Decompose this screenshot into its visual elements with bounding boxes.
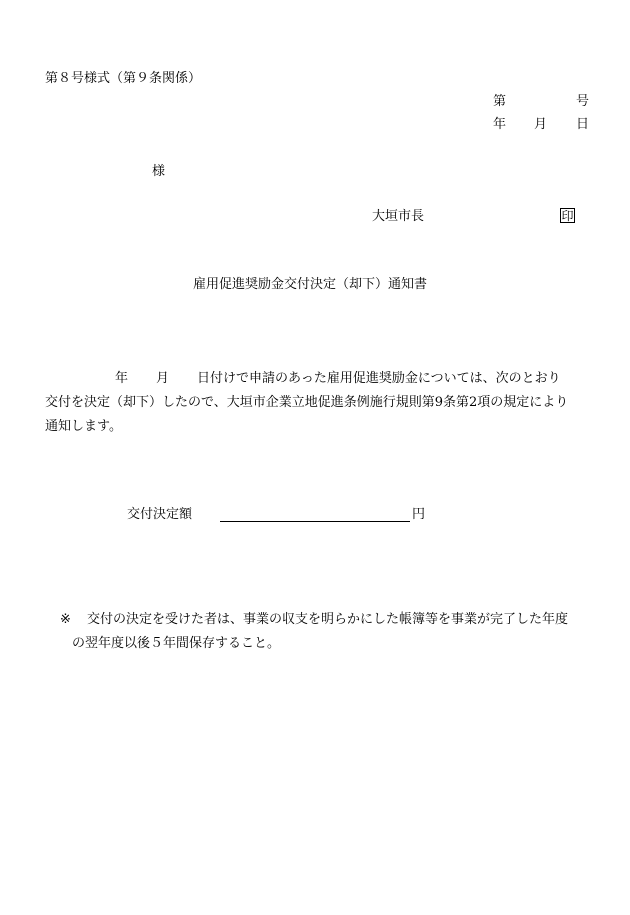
note-line-2: の翌年度以後５年間保存すること。 [72, 636, 281, 651]
form-number: 第８号様式（第９条関係） [45, 71, 202, 86]
body-paragraph [45, 367, 590, 439]
note-section [60, 608, 600, 656]
amount-label: 交付決定額 [127, 507, 193, 522]
note-line-1-text: 交付の決定を受けた者は、事業の収支を明らかにした帳簿等を事業が完了した年度 [87, 612, 569, 627]
document-number-suffix: 号 [576, 94, 590, 109]
issuer-name: 大垣市長 [372, 209, 425, 224]
note-mark: ※ [60, 612, 71, 627]
date-day-label: 日 [576, 117, 590, 132]
body-line-2: 交付を決定（却下）したので、大垣市企業立地促進条例施行規則第9条第2項の規定により [45, 395, 569, 410]
document-title: 雇用促進奨励金交付決定（却下）通知書 [193, 277, 428, 292]
amount-unit: 円 [412, 507, 426, 522]
note-line-1 [60, 608, 600, 632]
body-year: 年 [115, 371, 129, 386]
body-line-1-text: 日付けで申請のあった雇用促進奨励金については、次のとおり [197, 371, 561, 386]
recipient-honorific: 様 [152, 164, 166, 179]
amount-underline [220, 521, 410, 522]
body-line-3: 通知します。 [45, 419, 122, 434]
document-number-prefix: 第 [493, 94, 507, 109]
date-year-label: 年 [493, 117, 507, 132]
body-line-1 [45, 367, 590, 391]
date-month-label: 月 [534, 117, 548, 132]
body-month: 月 [156, 371, 170, 386]
seal-mark: 印 [561, 208, 574, 223]
